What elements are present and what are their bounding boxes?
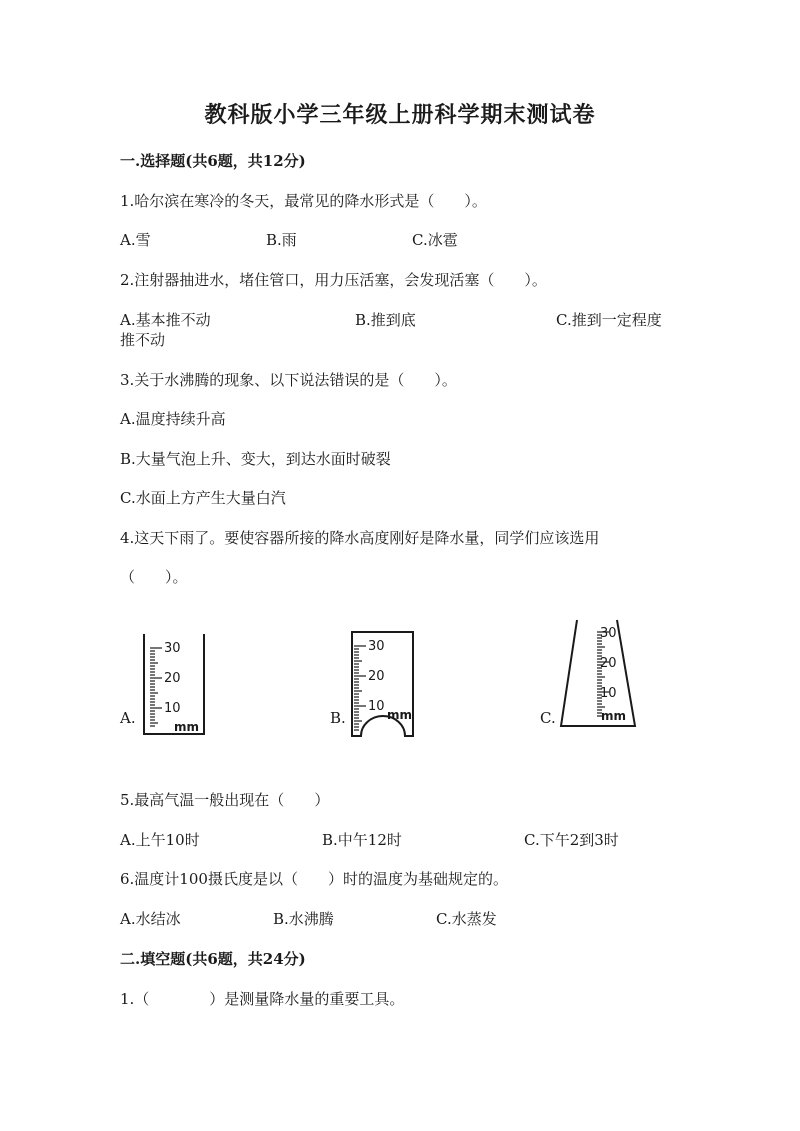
gauge-a-unit: mm	[174, 720, 200, 734]
question-3-option-a[interactable]: A.温度持续升高	[120, 410, 226, 428]
gauge-c-label-20: 20	[600, 656, 617, 671]
question-5-text: 5.最高气温一般出现在（ ）	[120, 791, 330, 809]
tapered-gauge-figure	[555, 616, 645, 736]
question-5-option-a[interactable]: A.上午10时	[120, 831, 200, 849]
arched-bottom-gauge-figure	[345, 626, 425, 742]
section-heading-fill-in: 二.填空题(共6题，共24分)	[120, 950, 306, 968]
gauge-b-label-10: 10	[368, 699, 385, 714]
gauge-b-ticks	[354, 646, 366, 730]
question-4-text-line2: （ ）。	[120, 568, 188, 586]
question-2-option-b[interactable]: B.推到底	[355, 311, 416, 329]
question-1-option-b[interactable]: B.雨	[266, 231, 297, 249]
page-title: 教科版小学三年级上册科学期末测试卷	[204, 102, 596, 128]
question-4-option-a-label[interactable]: A.	[120, 709, 136, 727]
gauge-a-label-10: 10	[164, 701, 181, 716]
fill-in-question-1-text: 1.（ ）是测量降水量的重要工具。	[120, 990, 405, 1008]
gauge-a-label-20: 20	[164, 671, 181, 686]
gauge-a-label-30: 30	[164, 641, 181, 656]
question-4-option-c-label[interactable]: C.	[540, 709, 556, 727]
question-6-option-c[interactable]: C.水蒸发	[436, 910, 497, 928]
question-2-option-a[interactable]: A.基本推不动	[120, 311, 211, 329]
question-2-option-c-continuation: 推不动	[120, 331, 166, 349]
question-1-text: 1.哈尔滨在寒冷的冬天，最常见的降水形式是（ ）。	[120, 192, 487, 210]
straight-rain-gauge-figure	[138, 628, 218, 740]
gauge-c-label-30: 30	[600, 626, 617, 641]
question-6-text: 6.温度计100摄氏度是以（ ）时的温度为基础规定的。	[120, 870, 508, 888]
gauge-b-label-20: 20	[368, 669, 385, 684]
question-3-text: 3.关于水沸腾的现象、以下说法错误的是（ ）。	[120, 371, 457, 389]
question-3-option-c[interactable]: C.水面上方产生大量白汽	[120, 489, 286, 507]
gauge-b-label-30: 30	[368, 639, 385, 654]
gauge-c-label-10: 10	[600, 686, 617, 701]
gauge-c-unit: mm	[601, 709, 627, 723]
question-6-option-b[interactable]: B.水沸腾	[273, 910, 334, 928]
question-3-option-b[interactable]: B.大量气泡上升、变大，到达水面时破裂	[120, 450, 391, 468]
section-heading-choice: 一.选择题(共6题，共12分)	[120, 152, 306, 170]
question-4-text-line1: 4.这天下雨了。要使容器所接的降水高度刚好是降水量，同学们应该选用	[120, 529, 600, 547]
question-2-option-c[interactable]: C.推到一定程度	[556, 311, 662, 329]
question-6-option-a[interactable]: A.水结冰	[120, 910, 181, 928]
question-4-option-b-label[interactable]: B.	[330, 709, 346, 727]
question-2-text: 2.注射器抽进水，堵住管口，用力压活塞，会发现活塞（ ）。	[120, 271, 547, 289]
question-5-option-c[interactable]: C.下午2到3时	[524, 831, 619, 849]
question-1-option-a[interactable]: A.雪	[120, 231, 151, 249]
gauge-a-ticks	[150, 648, 162, 726]
question-1-option-c[interactable]: C.冰雹	[412, 231, 458, 249]
gauge-b-unit: mm	[387, 708, 413, 722]
gauge-c-ticks	[597, 632, 609, 716]
question-5-option-b[interactable]: B.中午12时	[322, 831, 402, 849]
